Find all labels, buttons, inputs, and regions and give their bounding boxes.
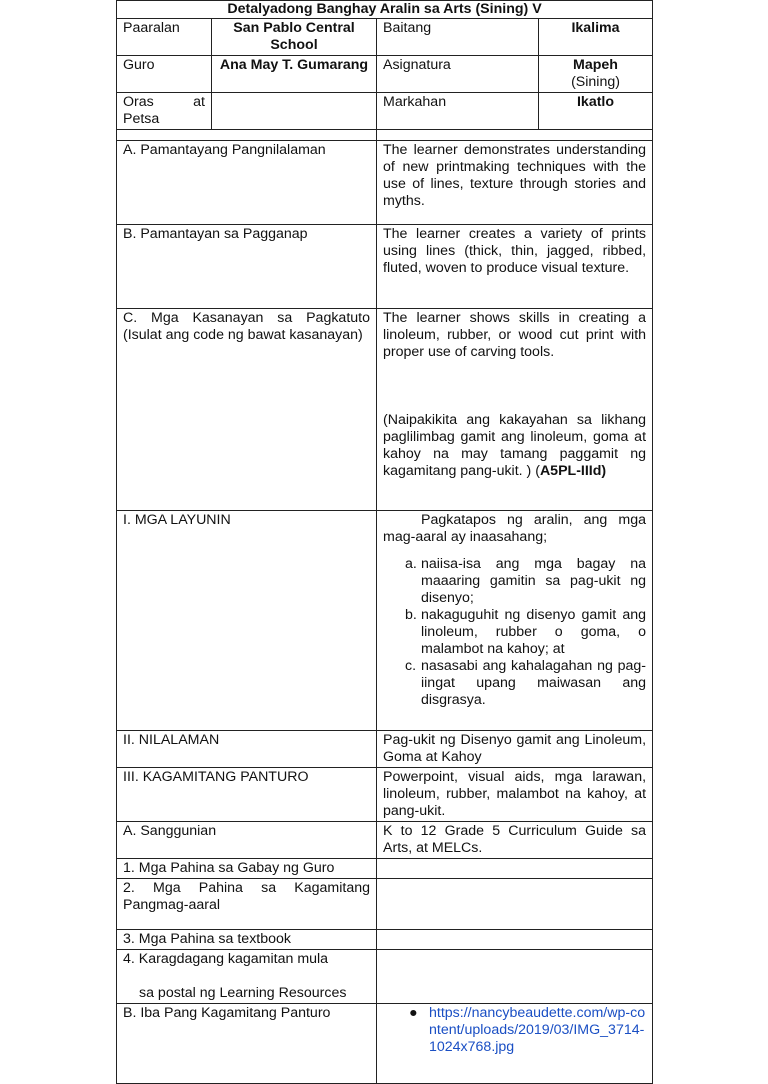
sanggunian-row [117, 822, 653, 859]
pamantayan-pagganap-row [117, 225, 653, 309]
markahan-label: Markahan [377, 93, 539, 130]
asignatura-cell [539, 56, 653, 93]
kasanayan-english: The learner shows skills in creating a linoleum, rubber, or wood cut print with proper use of carving tools. [383, 310, 647, 360]
row-content [377, 511, 653, 731]
row-content: Powerpoint, visual aids, mga larawan, linoleum, rubber, malambot na kahoy, at pang-ukit. [377, 768, 653, 822]
list-item: c. nasasabi ang kahalagahan ng pag-iingat upang maiwasan ang disgrasya. [405, 658, 647, 708]
row-label: II. NILALAMAN [117, 731, 377, 768]
page-title: Detalyadong Banghay Aralin sa Arts (Sining) V [117, 1, 653, 19]
row-label: 1. Mga Pahina sa Gabay ng Guro [117, 859, 377, 879]
karagdagan-label-1: 4. Karagdagang kagamitan mula [123, 951, 329, 967]
row-label: B. Pamantayan sa Pagganap [117, 225, 377, 309]
asignatura-sub: (Sining) [571, 74, 620, 90]
karagdagan-row [117, 950, 653, 1004]
row-label: 3. Mga Pahina sa textbook [117, 930, 377, 950]
textbook-row [117, 930, 653, 950]
row-content [377, 859, 653, 879]
row-content [377, 930, 653, 950]
list-item [409, 1005, 646, 1056]
baitang-value: Ikalima [539, 19, 653, 56]
row-label: I. MGA LAYUNIN [117, 511, 377, 731]
spacer-row [117, 130, 653, 141]
row-content [377, 309, 653, 511]
paaralan-value: San Pablo Central School [212, 19, 377, 56]
baitang-label: Baitang [377, 19, 539, 56]
row-label: 2. Mga Pahina sa Kagamitang Pangmag-aaral [117, 879, 377, 930]
gabay-row [117, 859, 653, 879]
layunin-list [383, 556, 646, 709]
list-marker: c. [405, 658, 417, 674]
guro-value: Ana May T. Gumarang [212, 56, 377, 93]
row-label: C. Mga Kasanayan sa Pagkatuto (Isulat ang code ng bawat kasanayan) [117, 309, 377, 511]
paaralan-row [117, 19, 653, 56]
markahan-value: Ikatlo [539, 93, 653, 130]
row-content [377, 950, 653, 1004]
layunin-intro: Pagkatapos ng aralin, ang mga mag-aaral ay inaasahang; [383, 512, 647, 545]
row-content [377, 879, 653, 930]
nilalaman-row [117, 731, 653, 768]
row-label: A. Sanggunian [117, 822, 377, 859]
row-label [117, 950, 377, 1004]
oras-label: Oras at Petsa [117, 93, 212, 130]
kasanayan-row [117, 309, 653, 511]
title-row [117, 1, 653, 19]
oras-value [212, 93, 377, 130]
list-item: a. naiisa-isa ang mga bagay na maaaring gamitin sa pag-ukit ng disenyo; [405, 556, 647, 606]
paaralan-label: Paaralan [117, 19, 212, 56]
row-label: B. Iba Pang Kagamitang Panturo [117, 1004, 377, 1084]
guro-label: Guro [117, 56, 212, 93]
row-content [377, 1004, 653, 1084]
list-marker: a. [405, 556, 417, 572]
iba-pang-row [117, 1004, 653, 1084]
row-content: The learner creates a variety of prints using lines (thick, thin, jagged, ribbed, fluted, woven to produce visual texture. [377, 225, 653, 309]
list-marker: b. [405, 607, 417, 623]
resource-link[interactable]: https://nancybeaudette.com/wp-content/uploads/2019/03/IMG_3714-1024x768.jpg [429, 1005, 646, 1055]
asignatura-label: Asignatura [377, 56, 539, 93]
mag-aaral-row [117, 879, 653, 930]
row-label: III. KAGAMITANG PANTURO [117, 768, 377, 822]
lesson-plan-table [116, 0, 653, 1084]
row-content: K to 12 Grade 5 Curriculum Guide sa Arts, at MELCs. [377, 822, 653, 859]
kagamitan-row [117, 768, 653, 822]
kasanayan-tagalog: (Naipakikita ang kakayahan sa likhang paglilimbag gamit ang linoleum, goma at kahoy na may tamang paggamit ng kagamitang pang-ukit. ) ( [383, 412, 647, 479]
asignatura-value: Mapeh [573, 57, 618, 73]
resource-list [383, 1005, 646, 1056]
row-content: Pag-ukit ng Disenyo gamit ang Linoleum, Goma at Kahoy [377, 731, 653, 768]
karagdagan-label-2: sa postal ng Learning Resources [139, 985, 347, 1001]
list-item: b. nakaguguhit ng disenyo gamit ang linoleum, rubber o goma, o malambot na kahoy; at [405, 607, 647, 657]
kasanayan-code: A5PL-IIId) [539, 463, 607, 479]
guro-row [117, 56, 653, 93]
oras-row [117, 93, 653, 130]
row-label: A. Pamantayang Pangnilalaman [117, 141, 377, 225]
row-content: The learner demonstrates understanding of new printmaking techniques with the use of lines, texture through stories and myths. [377, 141, 653, 225]
bullet-icon: ● [409, 1005, 418, 1021]
layunin-row [117, 511, 653, 731]
pamantayang-pangnilalaman-row [117, 141, 653, 225]
